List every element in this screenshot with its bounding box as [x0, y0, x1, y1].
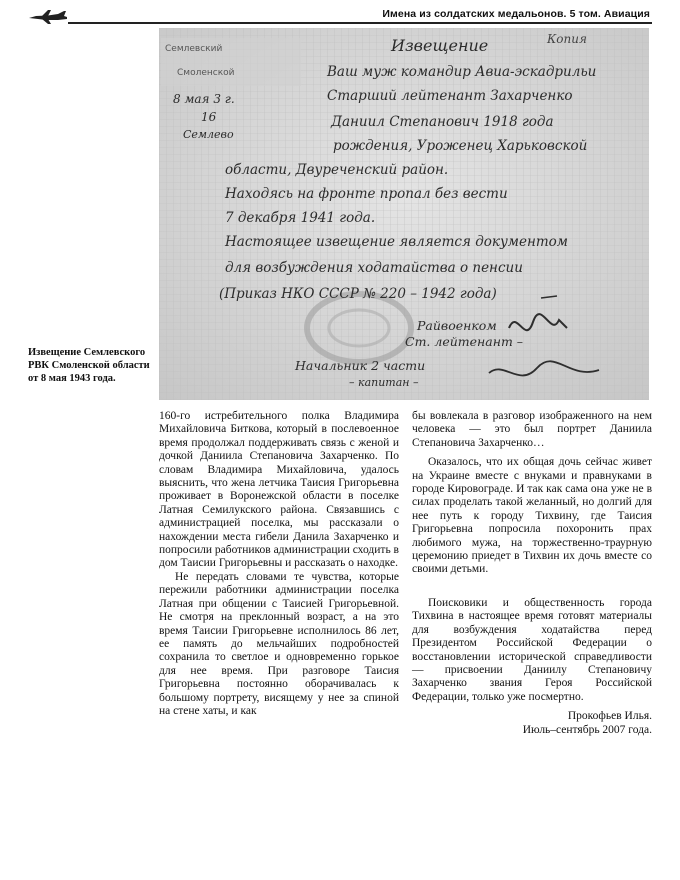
corner-note: Копия: [547, 32, 587, 46]
paragraph: 160-го истребительного полка Владимира Михайловича Биткова, который в послевоенное время продолжал поддерживать связь с женой и дочкой Даниила Степановича Захарченко. По словам Владимира Михайловича, удалось выяснить, что жена летчика Таисия Григорьевна проживает в Воронежской области в поселке Латная Семилукского района. Связавшись с администрацией поселка, мы рассказали о нахождении места гибели Данила Захарченко и попросили работников администрации сходить в дом Таисии Григорьевны и рассказать о находке.: [159, 410, 399, 570]
date-line-2: 16: [201, 110, 217, 124]
document-title: Извещение: [391, 36, 489, 55]
header-rule: [68, 22, 652, 24]
text-column-right: [412, 410, 652, 737]
document-line: Старший лейтенант Захарченко: [327, 88, 573, 104]
author-signature: Прокофьев Илья.: [567, 710, 652, 723]
airplane-icon: [28, 9, 68, 25]
paragraph: бы вовлекала в разговор изображенного на нем человека — это был портрет Даниила Степановича Захарченко…: [412, 410, 652, 449]
document-photo: [159, 28, 649, 400]
signature-line-2: Ст. лейтенант –: [405, 334, 524, 349]
paragraph: Оказалось, что их общая дочь сейчас живет на Украине вместе с внуками и правнуками в городе Кировограде. И так как сама она уже не в силах проделать такой желанный, но долгий для нее путь к городу Тихвину, где Таисия Григорьевна попросила похоронить прах любимого мужа, на торжественно-траурную церемонию приедет в Тихвин их дочь вместе со своими детьми.: [412, 456, 652, 576]
document-line: Настоящее извещение является документом: [225, 234, 568, 250]
document-line: 7 декабря 1941 года.: [225, 210, 376, 226]
signature-line-1: Райвоенком: [417, 318, 497, 333]
document-line: для возбуждения ходатайства о пенсии: [225, 260, 523, 276]
author-date: Июль–сентябрь 2007 года.: [522, 723, 652, 736]
paragraph: Не передать словами те чувства, которые пережили работники администрации поселка Латная при общении с Таисией Григорьевной. Не смотря на преклонный возраст, а на это время Таисии Григорьевне исполнилось 86 лет, ее память до мельчайших подробностей сохранила то светлое и одновременно горькое для нее время. При разговоре Таисия Григорьевна постоянно оборачивалась к большому портрету, висящему у нее за спиной на стене хаты, и как: [159, 570, 399, 717]
document-line: Даниил Степанович 1918 года: [331, 114, 554, 130]
page-header: [28, 8, 652, 24]
document-line: Ваш муж командир Авиа-эскадрильи: [327, 64, 597, 80]
signature-line-4: – капитан –: [349, 376, 419, 389]
document-line: (Приказ НКО СССР № 220 – 1942 года): [219, 286, 497, 302]
signature-line-3: Начальник 2 части: [295, 358, 426, 373]
document-line: рождения, Уроженец Харьковской: [333, 138, 588, 154]
photo-caption: Извещение Семлевского РВК Смоленской области от 8 мая 1943 года.: [28, 347, 150, 384]
stamp-line-1: Семлевский: [165, 44, 223, 54]
text-column-left: [159, 410, 399, 718]
date-line-3: Семлево: [183, 128, 234, 141]
stamp-line-2: Смоленской: [177, 68, 235, 78]
paragraph: Поисковики и общественность города Тихвина в настоящее время готовят материалы для возбуждения ходатайства перед Президентом Российской Федерации о восстановлении исторической справедливости — присвоении Даниилу Степановичу Захарченко звания Героя Российской Федерации, только уже посмертно.: [412, 596, 652, 703]
date-line-1: 8 мая 3 г.: [173, 92, 235, 106]
document-line: Находясь на фронте пропал без вести: [225, 186, 508, 202]
running-title: Имена из солдатских медальонов. 5 том. Авиация: [382, 8, 650, 20]
document-line: области, Двуреченский район.: [225, 162, 449, 178]
